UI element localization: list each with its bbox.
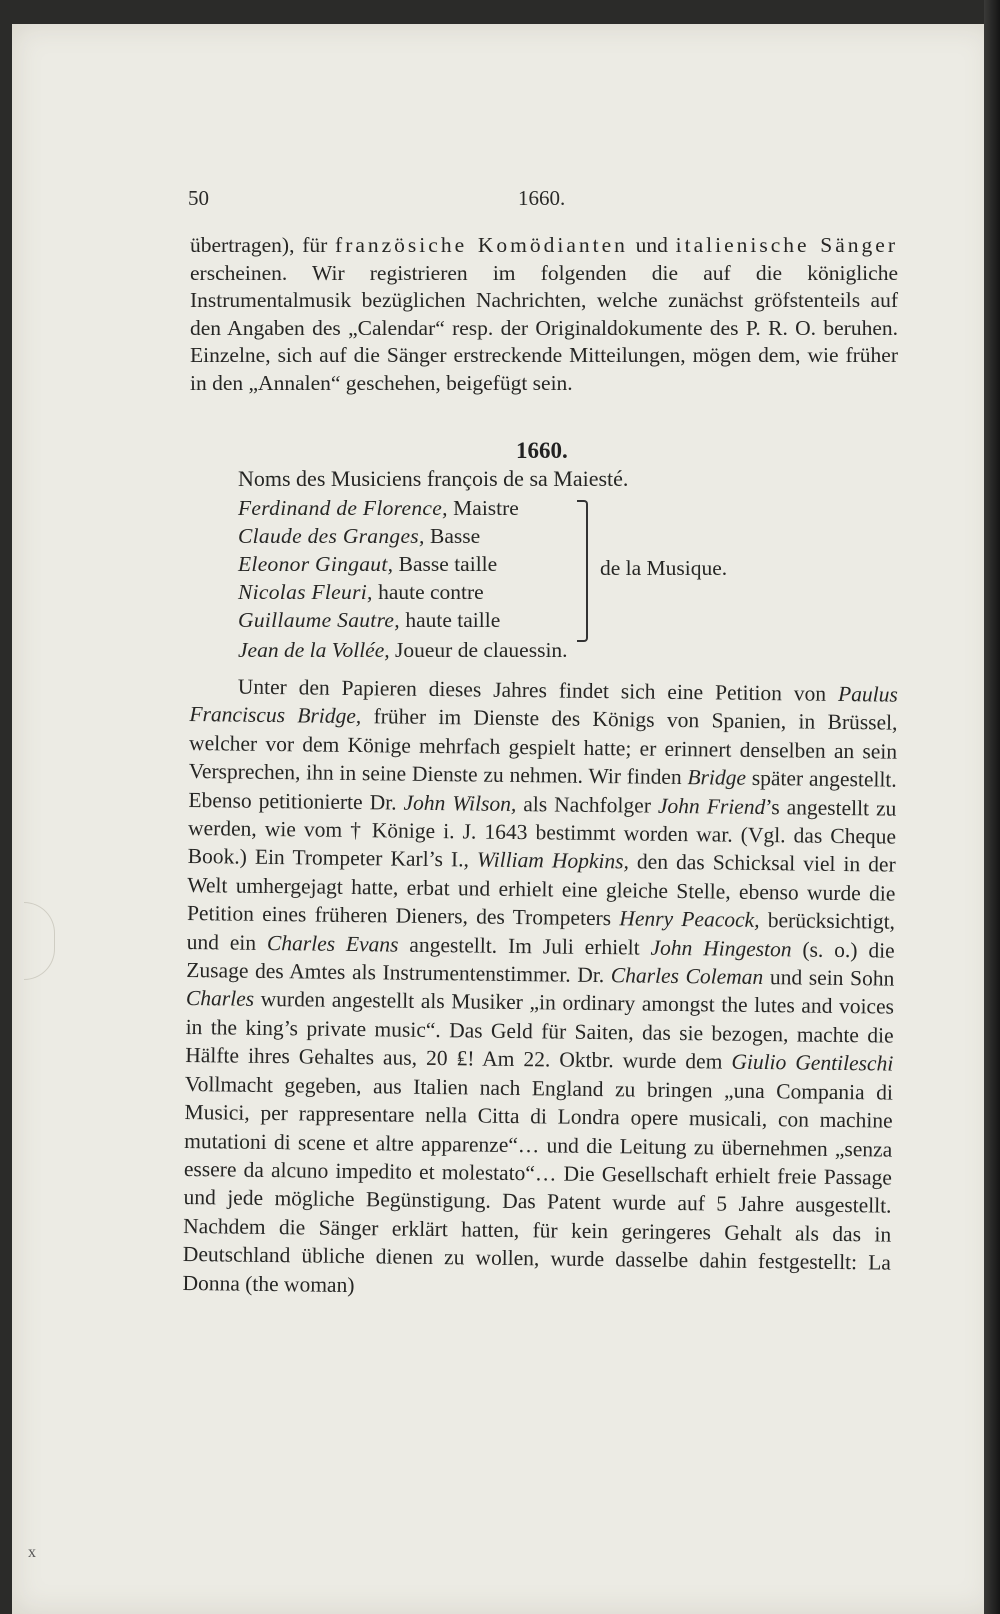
- musicians-list: [238, 494, 519, 634]
- body-text: als Nachfolger: [523, 791, 652, 818]
- margin-mark: x: [28, 1544, 36, 1561]
- list-item: [238, 550, 519, 578]
- person-name: Giulio Gentileschi: [731, 1049, 894, 1076]
- intro-spaced-2: italienische Sänger: [675, 233, 899, 257]
- bracket-label: de la Musique.: [600, 556, 728, 580]
- intro-spaced-1: französiche Komödianten: [335, 233, 628, 257]
- person-name: John Friend: [657, 793, 766, 819]
- body-text: (s. o.) die Zusage des Amtes als Instrumentenstimmer. Dr.: [186, 937, 895, 988]
- body-text: früher im Dienste des Königs von Spanien, in Brüssel, welcher vor dem Könige mehrfach gespielt hatte; er erinnert denselben an sein Versprechen, ihn in seine Dienste zu nehmen. Wir finden: [188, 704, 898, 790]
- musician-role: Basse: [430, 524, 481, 548]
- page-number: 50: [188, 186, 209, 210]
- list-item-last: [238, 638, 568, 663]
- person-name: William Hopkins,: [476, 847, 630, 874]
- list-item: [238, 494, 519, 522]
- body-text: ’s angestellt zu werden, wie vom † Könige i. J. 1643 bestimmt worden war. (Vgl. das Cheque Book.) Ein Trompeter Karl’s I.,: [187, 794, 897, 872]
- body-paragraph: [182, 672, 898, 1306]
- musician-role: haute taille: [405, 608, 501, 632]
- musician-name: Jean de la Vollée,: [238, 638, 390, 662]
- musician-role: haute contre: [378, 580, 484, 604]
- intro-text-2: und: [635, 233, 668, 257]
- musician-name: Ferdinand de Florence,: [238, 496, 448, 520]
- musician-role: Maistre: [453, 496, 519, 520]
- body-text: Unter den Papieren dieses Jahres findet sich eine Petition von: [237, 674, 827, 706]
- body-text: Vollmacht gegeben, aus Italien nach England zu bringen „una Compania di Musici, per rappresentare nella Citta di Londra opere musicali, con machine mutationi di scene et altre apparenze“… und die Leitung zu übernehmen „senza essere da alcuno impedito et molestato“… Die Gesellschaft erhielt freie Passage und jede mögliche Begünstigung. Das Patent wurde auf 5 Jahre ausgestellt. Nachdem die Sänger erklärt hatten, für kein geringeres Gehalt als das in Deutschland übliche dienen zu wollen, wurde dasselbe dahin festgestellt: La Donna (the woman): [182, 1071, 894, 1297]
- list-item: [238, 522, 519, 550]
- body-text: wurden angestellt als Musiker „in ordinary amongst the lutes and voices in the king’s private music“. Das Geld für Saiten, das sie bezogen, machte die Hälfte ihres Gehaltes aus, 20 ₤! Am 22. Oktbr. wurde dem: [185, 987, 895, 1074]
- list-item: [238, 606, 519, 634]
- curly-bracket: [577, 500, 588, 642]
- body-text: berücksichtigt, und ein: [186, 908, 896, 955]
- body-text: und sein Sohn: [769, 965, 895, 991]
- musician-role: Joueur de clauessin.: [395, 638, 568, 662]
- page-notch: [24, 902, 55, 980]
- person-name: Charles Coleman: [610, 963, 764, 990]
- person-name: John Hingeston: [650, 935, 792, 962]
- body-text: den das Schicksal viel in der Welt umhergejagt hatte, erbat und erhielt eine gleiche Stelle, ebenso wurde die Petition eines früheren Dieners, des Trompeters: [186, 849, 896, 931]
- musician-role: Basse taille: [398, 552, 498, 576]
- page-edge-shadow: [984, 0, 1000, 1614]
- intro-text-1: übertragen), für: [190, 233, 328, 257]
- intro-text-3: erscheinen. Wir registrieren im folgenden die auf die königliche Instrumentalmusik bezüglichen Nachrichten, welche zunächst gröfstenteils auf den Angaben des „Calendar“ resp. der Originaldokumente des P. R. O. beruhen. Einzelne, sich auf die Sänger erstreckende Mitteilungen, mögen dem, wie früher in den „Annalen“ geschehen, beigefügt sein.: [190, 260, 898, 395]
- running-header-year: 1660.: [518, 186, 566, 210]
- body-text: angestellt. Im Juli erhielt: [409, 932, 640, 960]
- musician-name: Nicolas Fleuri,: [238, 580, 373, 604]
- list-item: [238, 578, 519, 606]
- person-name: Henry Peacock,: [619, 906, 760, 933]
- musicians-list-title: Noms des Musiciens françois de sa Maiesté.: [238, 466, 629, 491]
- person-name: Paulus Franciscus Bridge,: [189, 681, 898, 729]
- person-name: Charles Evans: [266, 930, 399, 957]
- musician-name: Eleonor Gingaut,: [238, 552, 394, 576]
- person-name: Bridge: [687, 765, 747, 791]
- year-heading: 1660.: [516, 438, 568, 463]
- person-name: John Wilson,: [403, 790, 517, 816]
- musician-name: Guillaume Sautre,: [238, 608, 400, 632]
- body-text: später angestellt. Ebenso petitionierte Dr.: [188, 766, 897, 815]
- intro-paragraph: [190, 232, 898, 397]
- musician-name: Claude des Granges,: [238, 524, 425, 548]
- person-name: Charles: [185, 986, 255, 1012]
